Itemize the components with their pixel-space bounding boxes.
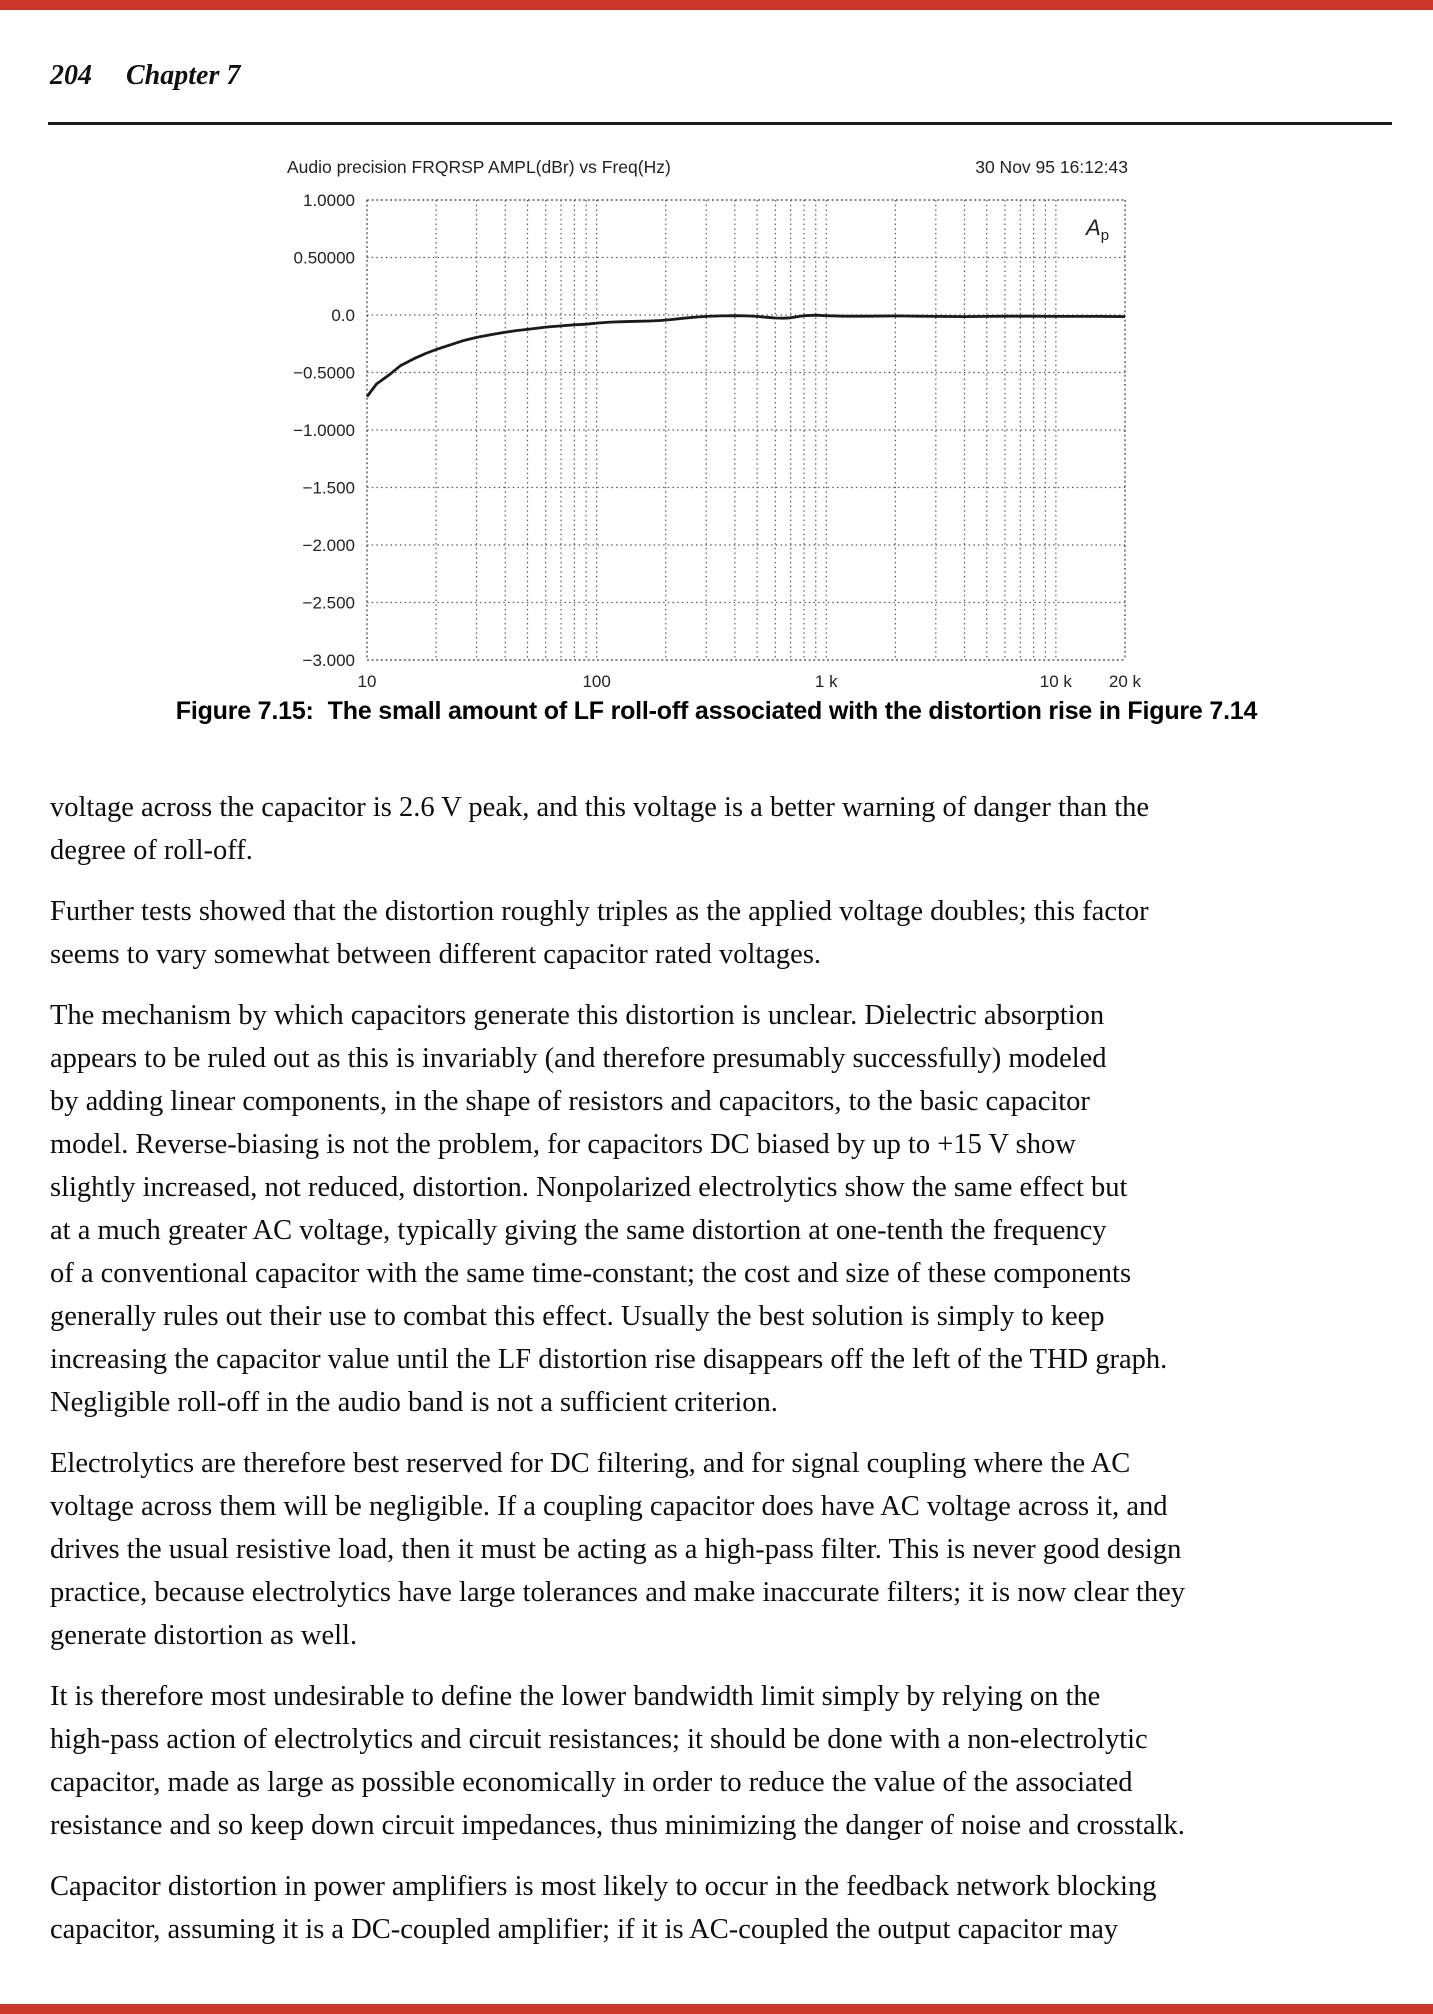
body-line: seems to vary somewhat between different capacitor rated voltages.: [50, 939, 822, 970]
x-tick-label: 10 k: [1039, 672, 1072, 691]
paragraph: [50, 1675, 1400, 1847]
y-tick-label: 1.0000: [303, 191, 355, 210]
chart-title: Audio precision FRQRSP AMPL(dBr) vs Freq(Hz): [287, 157, 671, 177]
response-curve: [367, 315, 1125, 396]
body-line: The mechanism by which capacitors generate this distortion is unclear. Dielectric absorption: [50, 1000, 1105, 1031]
x-tick-label: 20 k: [1108, 672, 1142, 691]
paragraph: [50, 994, 1400, 1424]
body-line: practice, because electrolytics have large tolerances and make inaccurate filters; it is now clear they: [50, 1577, 1185, 1608]
body-line: capacitor, assuming it is a DC-coupled amplifier; if it is AC-coupled the output capacitor may: [50, 1914, 1119, 1945]
body-line: of a conventional capacitor with the same time-constant; the cost and size of these components: [50, 1258, 1132, 1289]
body-line: voltage across the capacitor is 2.6 V peak, and this voltage is a better warning of danger than the: [50, 792, 1150, 823]
paragraph: [50, 786, 1400, 872]
page-edge-bottom-bar: [0, 2004, 1433, 2014]
body-line: Electrolytics are therefore best reserved for DC filtering, and for signal coupling where the AC: [50, 1448, 1131, 1479]
body-line: Negligible roll-off in the audio band is not a sufficient criterion.: [50, 1387, 778, 1418]
body-line: increasing the capacitor value until the LF distortion rise disappears off the left of the THD graph.: [50, 1344, 1168, 1375]
y-tick-label: −1.500: [302, 478, 355, 498]
y-tick-label: −2.500: [302, 593, 355, 613]
paragraph: [50, 1865, 1400, 1951]
body-line: degree of roll-off.: [50, 835, 253, 866]
body-line: resistance and so keep down circuit impedances, thus minimizing the danger of noise and crosstalk.: [50, 1810, 1185, 1841]
body-line: It is therefore most undesirable to define the lower bandwidth limit simply by relying on the: [50, 1681, 1101, 1712]
x-tick-label: 1 k: [814, 672, 838, 691]
y-tick-label: 0.0: [331, 306, 355, 325]
body-line: generally rules out their use to combat this effect. Usually the best solution is simply to keep: [50, 1301, 1105, 1332]
body-line: drives the usual resistive load, then it must be acting as a high-pass filter. This is never good design: [50, 1534, 1182, 1565]
body-line: voltage across them will be negligible. If a coupling capacitor does have AC voltage across it, and: [50, 1491, 1168, 1522]
body-line: high-pass action of electrolytics and circuit resistances; it should be done with a non-electrolytic: [50, 1724, 1148, 1755]
page-number: 204: [50, 60, 92, 91]
body-line: at a much greater AC voltage, typically giving the same distortion at one-tenth the frequency: [50, 1215, 1107, 1246]
body-line: capacitor, made as large as possible economically in order to reduce the value of the associated: [50, 1767, 1133, 1798]
paragraph: [50, 890, 1400, 976]
figure-caption: [0, 697, 1433, 726]
figure-caption-label: Figure 7.15:: [175, 697, 314, 725]
body-text: [50, 786, 1400, 1969]
body-line: generate distortion as well.: [50, 1620, 358, 1651]
x-tick-label: 100: [582, 672, 611, 691]
header-rule: [48, 122, 1392, 125]
x-tick-label: 10: [357, 672, 377, 691]
ap-legend-badge: $A_p$: [1086, 215, 1110, 244]
frequency-response-plot: [0, 140, 1200, 720]
y-tick-label: −3.000: [302, 651, 355, 670]
y-tick-label: −0.5000: [293, 363, 355, 383]
chart-timestamp: 30 Nov 95 16:12:43: [975, 157, 1128, 177]
paragraph: [50, 1442, 1400, 1657]
body-line: appears to be ruled out as this is invariably (and therefore presumably successfully) modeled: [50, 1043, 1107, 1074]
body-line: slightly increased, not reduced, distortion. Nonpolarized electrolytics show the same effect but: [50, 1172, 1128, 1203]
running-header: [50, 60, 240, 92]
y-tick-label: −2.000: [302, 536, 355, 555]
page-edge-top-bar: [0, 0, 1433, 10]
body-line: model. Reverse-biasing is not the problem, for capacitors DC biased by up to +15 V show: [50, 1129, 1076, 1160]
body-line: Capacitor distortion in power amplifiers is most likely to occur in the feedback network blocking: [50, 1871, 1157, 1902]
figure-caption-text: The small amount of LF roll-off associated with the distortion rise in Figure 7.14: [327, 697, 1258, 725]
body-line: Further tests showed that the distortion roughly triples as the applied voltage doubles; this factor: [50, 896, 1149, 927]
y-tick-label: −1.0000: [293, 421, 355, 440]
body-line: by adding linear components, in the shape of resistors and capacitors, to the basic capacitor: [50, 1086, 1090, 1117]
chapter-title: Chapter 7: [126, 60, 241, 91]
y-tick-label: 0.50000: [293, 248, 355, 268]
